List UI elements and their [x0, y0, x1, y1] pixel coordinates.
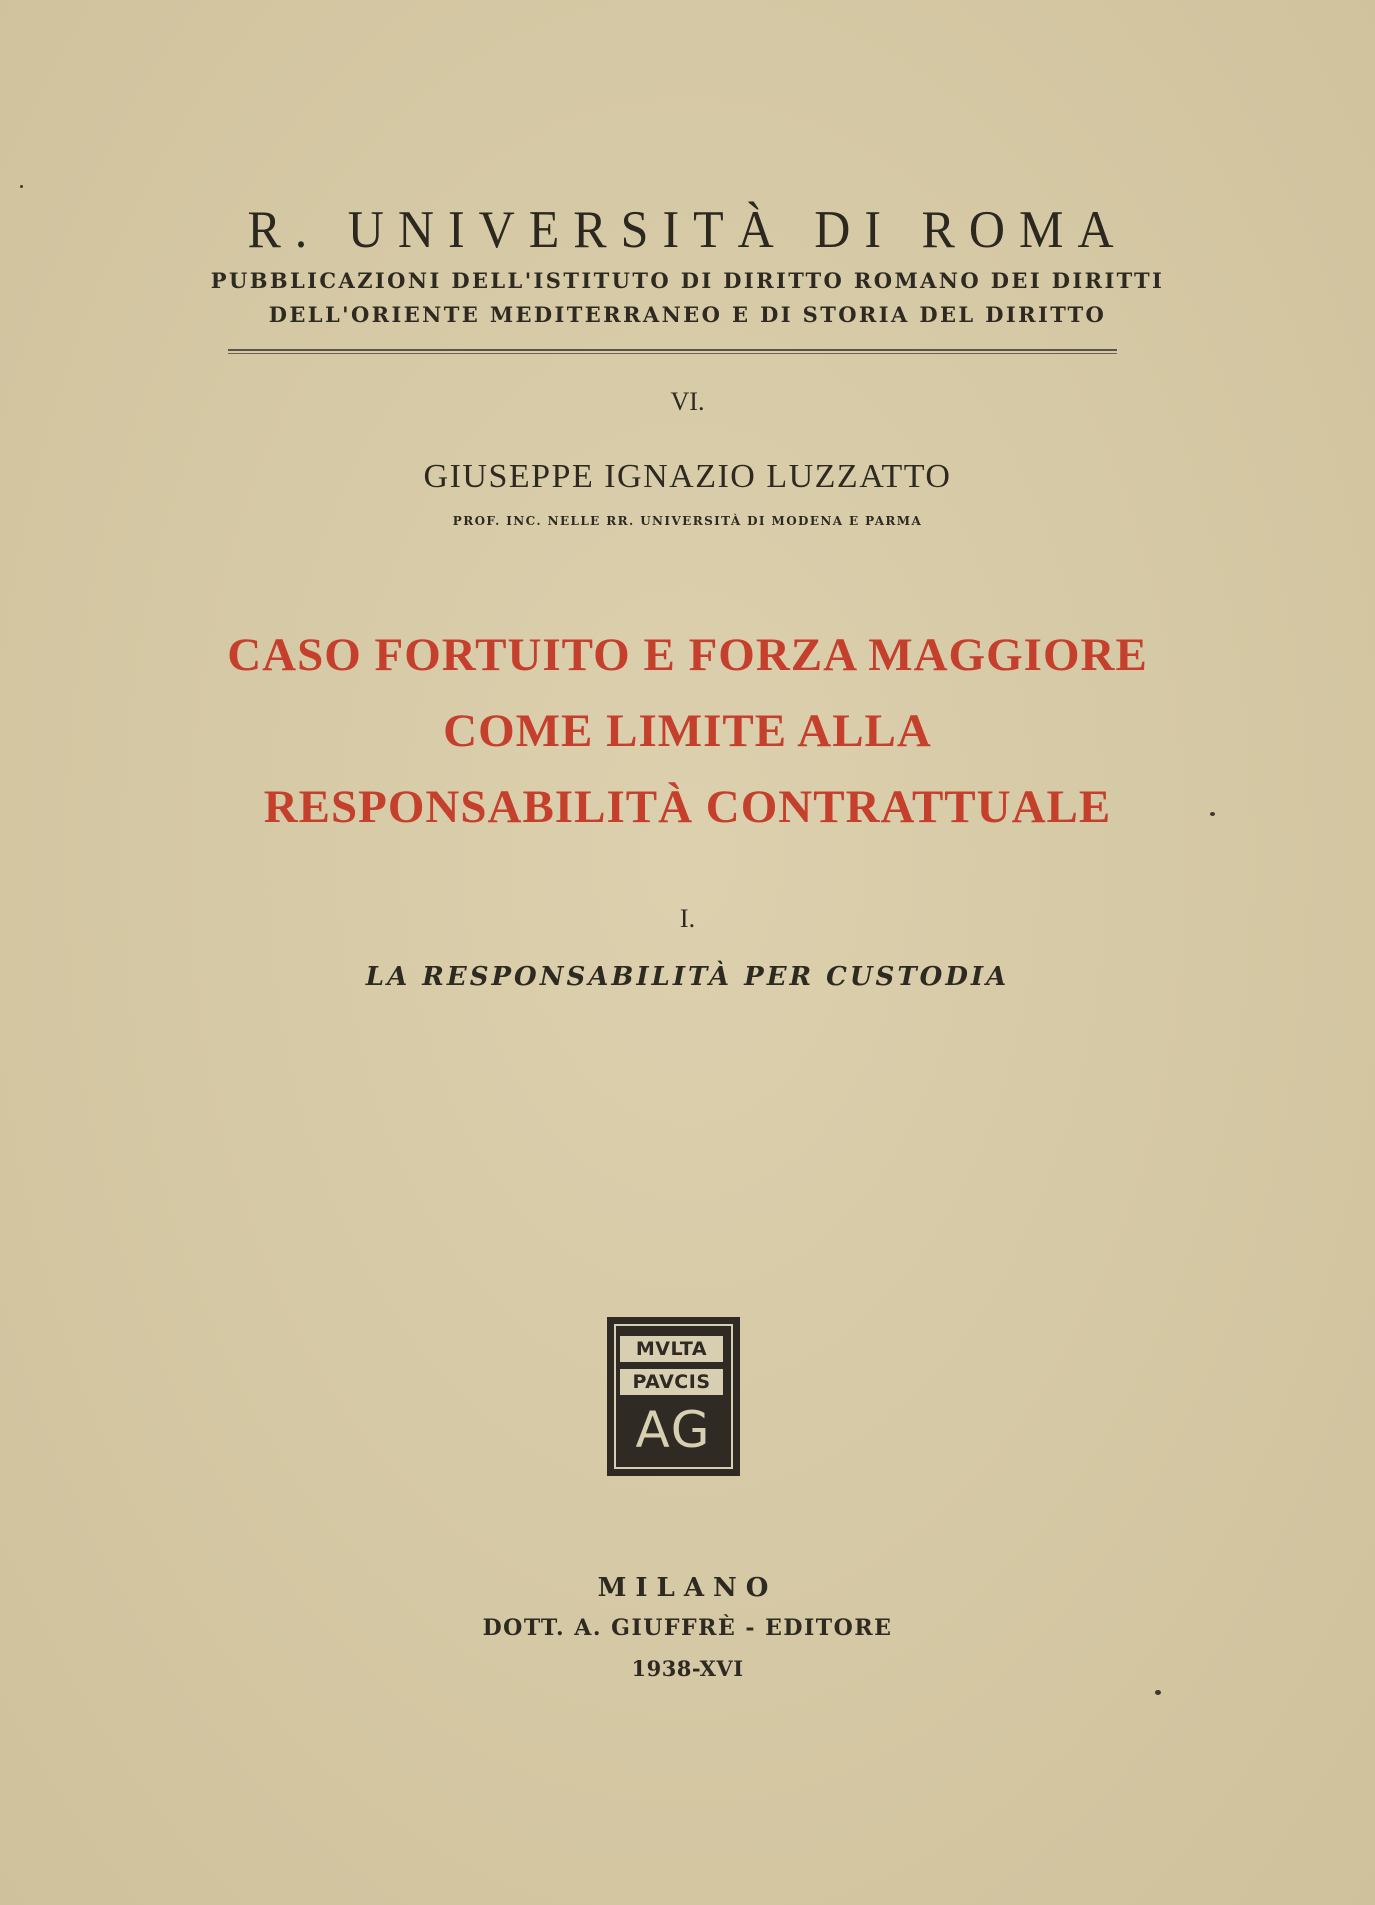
logo-motto-2: PAVCIS [620, 1369, 723, 1395]
header-rule-top [228, 349, 1117, 351]
logo-motto-1: MVLTA [620, 1336, 723, 1362]
imprint-publisher: DOTT. A. GIUFFRÈ - EDITORE [482, 1615, 893, 1641]
title-line-3: RESPONSABILITÀ CONTRATTUALE [263, 781, 1112, 833]
title-line-1: CASO FORTUITO E FORZA MAGGIORE [227, 629, 1148, 681]
author-affiliation: PROF. INC. NELLE RR. UNIVERSITÀ DI MODENA E PARMA [452, 514, 923, 528]
imprint-city: MILANO [597, 1573, 778, 1603]
publisher-logo-icon [607, 1317, 740, 1476]
imprint-year: 1938-XVI [631, 1656, 744, 1681]
logo-monogram: AG [635, 1401, 712, 1459]
author-name: GIUSEPPE IGNAZIO LUZZATTO [423, 458, 952, 495]
university-name: R. UNIVERSITÀ DI ROMA [247, 199, 1128, 259]
series-number: VI. [670, 387, 705, 416]
volume-number: I. [679, 904, 696, 933]
header-rule-bottom [228, 353, 1117, 354]
paper-speck [1210, 812, 1215, 816]
institute-line-1: PUBBLICAZIONI DELL'ISTITUTO DI DIRITTO ROMANO DEI DIRITTI [210, 268, 1165, 293]
title-line-2: COME LIMITE ALLA [443, 705, 932, 757]
paper-speck [1155, 1690, 1161, 1695]
institute-line-2: DELL'ORIENTE MEDITERRANEO E DI STORIA DEL DIRITTO [268, 302, 1107, 327]
paper-speck [20, 185, 23, 188]
volume-subtitle: LA RESPONSABILITÀ PER CUSTODIA [365, 962, 1010, 992]
